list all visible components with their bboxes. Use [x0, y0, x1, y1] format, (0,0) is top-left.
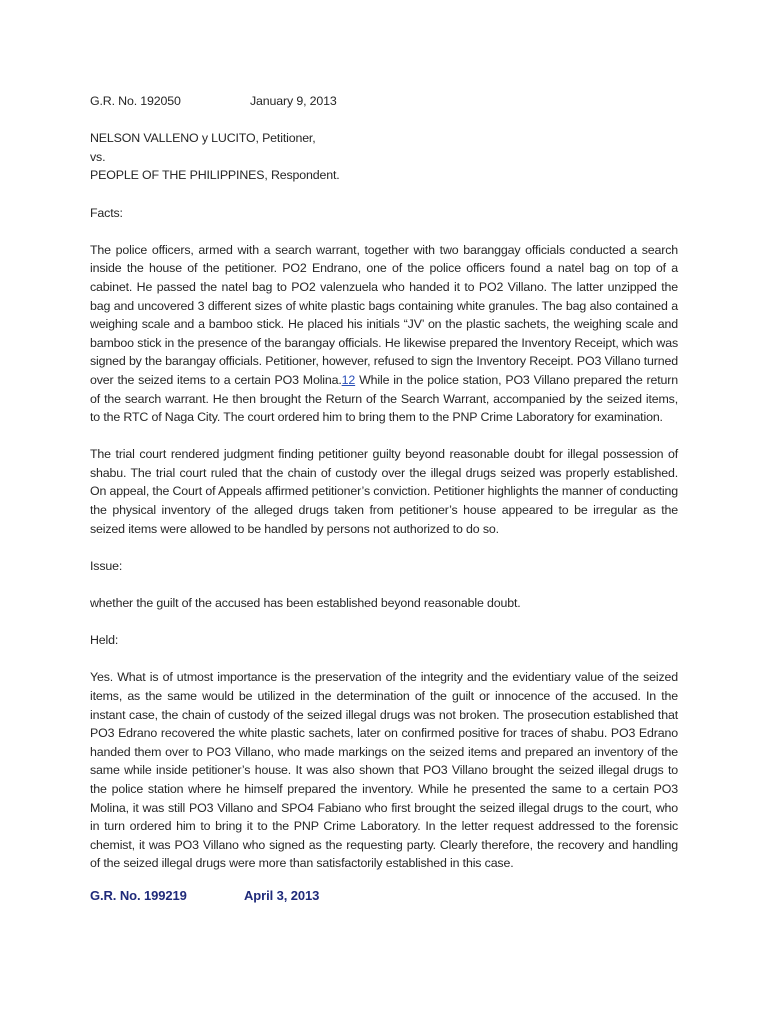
next-case-number: G.R. No. 199219	[90, 888, 187, 903]
next-case-date: April 3, 2013	[244, 888, 320, 903]
petitioner-line: NELSON VALLENO y LUCITO, Petitioner,	[90, 131, 316, 146]
footnote-link[interactable]: 12	[341, 372, 356, 387]
versus-line: vs.	[90, 149, 106, 164]
facts-paragraph-1-text-b: While in the police station, PO3 Villano prepared the return of the search warrant. He then brought the Return of the Search Warrant, accompanied by the seized items, to the RTC of Naga City. The court ordered him to bring them to the PNP Crime Laboratory for examination.	[90, 372, 678, 425]
case-number: G.R. No. 192050	[90, 94, 181, 108]
next-case-header	[90, 888, 319, 903]
held-paragraph: Yes. What is of utmost importance is the preservation of the integrity and the evidentiary value of the seized items, as the same would be utilized in the determination of the guilt or innocence of the accused. In the instant case, the chain of custody of the seized illegal drugs was not broken. The prosecution established that PO3 Edrano recovered the white plastic sachets, later on confirmed positive for traces of shabu. PO3 Edrano handed them over to PO3 Villano, who made markings on the seized items and prepared an inventory of the same while inside petitioner’s house. It was also shown that PO3 Villano brought the seized illegal drugs to the police station where he himself prepared the inventory. While he presented the same to a certain PO3 Molina, it was still PO3 Villano and SPO4 Fabiano who first brought the seized illegal drugs to the court, who in turn ordered him to bring it to the PNP Crime Laboratory. In the letter request addressed to the forensic chemist, it was PO3 Villano who signed as the requesting party. Clearly therefore, the recovery and handling of the seized illegal drugs were more than satisfactorily established in this case.	[90, 670, 678, 871]
facts-heading: Facts:	[90, 205, 123, 220]
issue-heading: Issue:	[90, 558, 123, 573]
document-body	[90, 92, 678, 873]
issue-text: whether the guilt of the accused has been established beyond reasonable doubt.	[90, 596, 521, 611]
respondent-line: PEOPLE OF THE PHILIPPINES, Respondent.	[90, 168, 340, 183]
case-date: January 9, 2013	[250, 94, 337, 108]
facts-paragraph-1	[90, 241, 678, 427]
case-header	[90, 92, 678, 111]
held-heading: Held:	[90, 633, 119, 648]
facts-paragraph-2: The trial court rendered judgment finding petitioner guilty beyond reasonable doubt for illegal possession of shabu. The trial court ruled that the chain of custody over the illegal drugs seized was properly established. On appeal, the Court of Appeals affirmed petitioner’s conviction. Petitioner highlights the manner of conducting the physical inventory of the alleged drugs taken from petitioner’s house appeared to be irregular as the seized items were allowed to be handled by persons not authorized to do so.	[90, 447, 678, 536]
facts-paragraph-1-text-a: The police officers, armed with a search warrant, together with two baranggay officials conducted a search inside the house of the petitioner. PO2 Endrano, one of the police officers found a natel bag on top of a cabinet. He passed the natel bag to PO2 valenzuela who handed it to PO2 Villano. The latter unzipped the bag and uncovered 3 different sizes of white plastic bags containing white granules. The bag also contained a weighing scale and a bamboo stick. He placed his initials “JV’ on the plastic sachets, the weighing scale and bamboo stick in the presence of the barangay officials. He likewise prepared the Inventory Receipt, which was signed by the barangay officials. Petitioner, however, refused to sign the Inventory Receipt. PO3 Villano turned over the seized items to a certain PO3 Molina.	[90, 242, 678, 387]
